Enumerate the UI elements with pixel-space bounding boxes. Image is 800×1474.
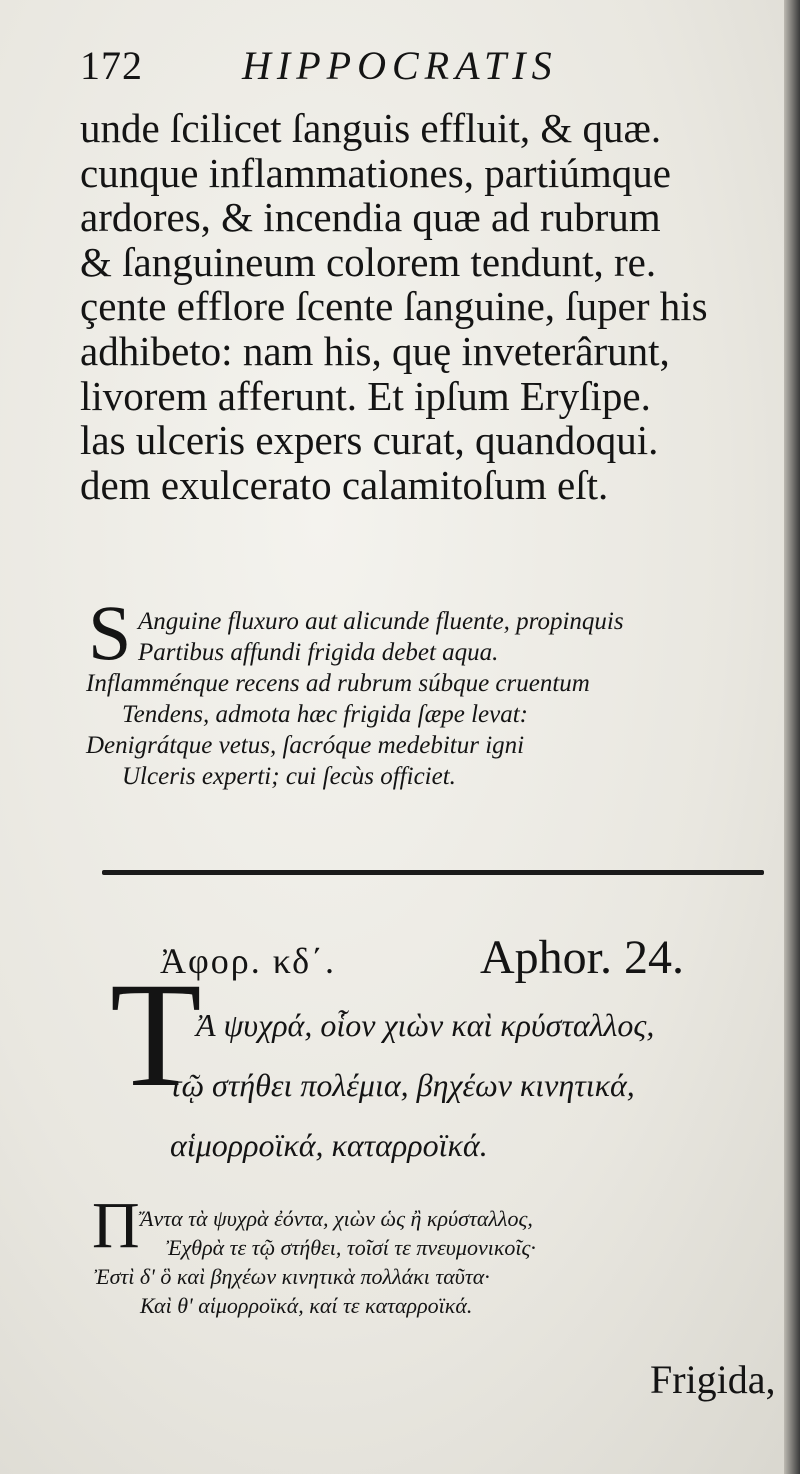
section-divider: [102, 870, 764, 875]
body-line: unde ſcilicet ſanguis effluit, & quæ.: [80, 105, 662, 151]
drop-initial-t: T: [110, 952, 202, 1118]
body-paragraph: [80, 106, 770, 507]
body-line: adhibeto: nam his, quę inveterârunt,: [80, 327, 670, 374]
greek-verse-line: Ἐστὶ δ' ὃ καὶ βηχέων κινητικὰ πολλάκι ταῦτα·: [94, 1264, 490, 1289]
body-line: las ulceris expers curat, quandoqui.: [80, 417, 659, 464]
greek-line: αἱμορροϊκά, καταρροϊκά.: [170, 1127, 488, 1163]
greek-aphorism-label: Ἀφορ. κδ΄.: [160, 941, 337, 981]
latin-verse: [86, 606, 776, 792]
verse-line: Anguine fluxuro aut alicunde fluente, propinquis: [138, 608, 624, 635]
greek-line: Ἀ ψυχρά, οἷον χιὼν καὶ κρύσταλλος,: [196, 1007, 655, 1043]
drop-initial-pi: Π: [92, 1189, 140, 1262]
page-header: [80, 38, 760, 88]
verse-line: Tendens, admota hæc frigida ſæpe levat:: [122, 701, 528, 728]
body-line: dem exulcerato calamitoſum eſt.: [80, 461, 609, 508]
latin-aphorism-label: Aphor. 24.: [480, 931, 684, 984]
aphorism-heading: [160, 930, 760, 990]
body-line: & ſanguineum colorem tendunt, re.: [80, 238, 657, 285]
verse-line: Partibus affundi frigida debet aqua.: [138, 639, 499, 666]
greek-verse-line: Ἄντα τὰ ψυχρὰ ἐόντα, χιὼν ὡς ἢ κρύσταλλος,: [140, 1206, 533, 1231]
verse-line: Inflamménque recens ad rubrum súbque cruentum: [86, 670, 590, 697]
page-gutter: [784, 0, 800, 1474]
running-head: HIPPOCRATIS: [242, 43, 558, 88]
greek-verse-line: Ἐχθρὰ τε τῷ στήθει, τοῖσί τε πνευμονικοῖς·: [166, 1235, 536, 1260]
verse-line: Denigrátque vetus, ſacróque medebitur igni: [86, 732, 525, 759]
greek-line: τῷ στήθει πολέμια, βηχέων κινητικά,: [170, 1067, 635, 1103]
greek-verse: [94, 1204, 780, 1320]
page-number: 172: [80, 43, 143, 88]
body-line: livorem afferunt. Et ipſum Eryſipe.: [80, 372, 651, 419]
greek-aphorism-text: [170, 995, 776, 1175]
body-line: çente efflore ſcente ſanguine, ſuper his: [80, 283, 708, 330]
catchword: Frigida,: [650, 1357, 776, 1402]
body-line: ardores, & incendia quæ ad rubrum: [80, 194, 661, 241]
greek-verse-line: Καὶ θ' αἱμορροϊκά, καί τε καταρροϊκά.: [140, 1293, 473, 1318]
verse-line: Ulceris experti; cui ſecùs officiet.: [122, 763, 456, 790]
body-line: cunque inflammationes, partiúmque: [80, 149, 671, 196]
drop-initial-s: S: [88, 589, 132, 676]
